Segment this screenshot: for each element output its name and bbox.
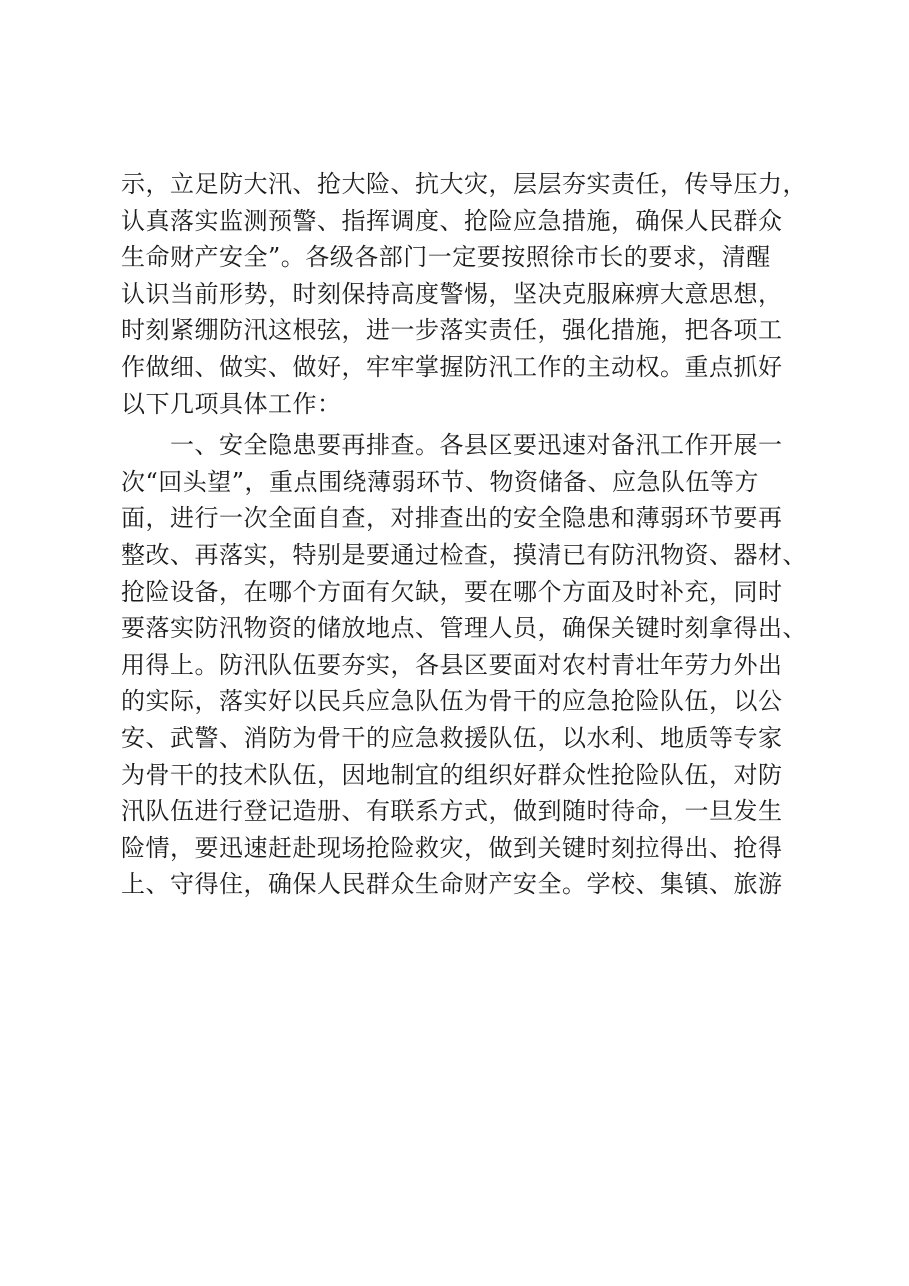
text-line: 次“回头望”，重点围绕薄弱环节、物资储备、应急队伍等方 <box>121 467 760 496</box>
text-line: 要落实防汛物资的储放地点、管理人员，确保关键时刻拿得出、 <box>121 614 807 643</box>
text-line: 一、安全隐患要再排查。各县区要迅速对备汛工作开展一 <box>121 431 783 460</box>
text-line: 险情，要迅速赶赴现场抢险救灾，做到关键时刻拉得出、抢得 <box>121 833 783 862</box>
text-line: 认真落实监测预警、指挥调度、抢险应急措施，确保人民群众 <box>121 206 783 235</box>
text-line: 为骨干的技术队伍，因地制宜的组织好群众性抢险队伍，对防 <box>121 760 783 789</box>
text-line: 汛队伍进行登记造册、有联系方式，做到随时待命，一旦发生 <box>121 797 783 826</box>
text-line: 认识当前形势，时刻保持高度警惕，坚决克服麻痹大意思想， <box>121 279 783 308</box>
text-line: 生命财产安全”。各级各部门一定要按照徐市长的要求，清醒 <box>121 243 771 272</box>
text-line: 作做细、做实、做好，牢牢掌握防汛工作的主动权。重点抓好 <box>121 352 783 381</box>
text-line: 整改、再落实，特别是要通过检查，摸清已有防汛物资、器材、 <box>121 540 807 569</box>
text-line: 面，进行一次全面自查，对排查出的安全隐患和薄弱环节要再 <box>121 504 783 533</box>
paragraph-continuation <box>121 166 807 422</box>
text-line: 上、守得住，确保人民群众生命财产安全。学校、集镇、旅游 <box>121 870 783 899</box>
paragraph-section-one <box>121 427 807 903</box>
text-line: 的实际，落实好以民兵应急队伍为骨干的应急抢险队伍，以公 <box>121 687 783 716</box>
text-line: 抢险设备，在哪个方面有欠缺，要在哪个方面及时补充，同时 <box>121 577 783 606</box>
text-line: 时刻紧绷防汛这根弦，进一步落实责任，强化措施，把各项工 <box>121 316 783 345</box>
text-line: 以下几项具体工作： <box>121 389 342 418</box>
document-body <box>121 166 807 903</box>
text-line: 示，立足防大汛、抢大险、抗大灾，层层夯实责任，传导压力， <box>121 170 807 198</box>
text-line: 安、武警、消防为骨干的应急救援队伍，以水利、地质等专家 <box>121 723 783 752</box>
text-line: 用得上。防汛队伍要夯实，各县区要面对农村青壮年劳力外出 <box>121 650 783 679</box>
